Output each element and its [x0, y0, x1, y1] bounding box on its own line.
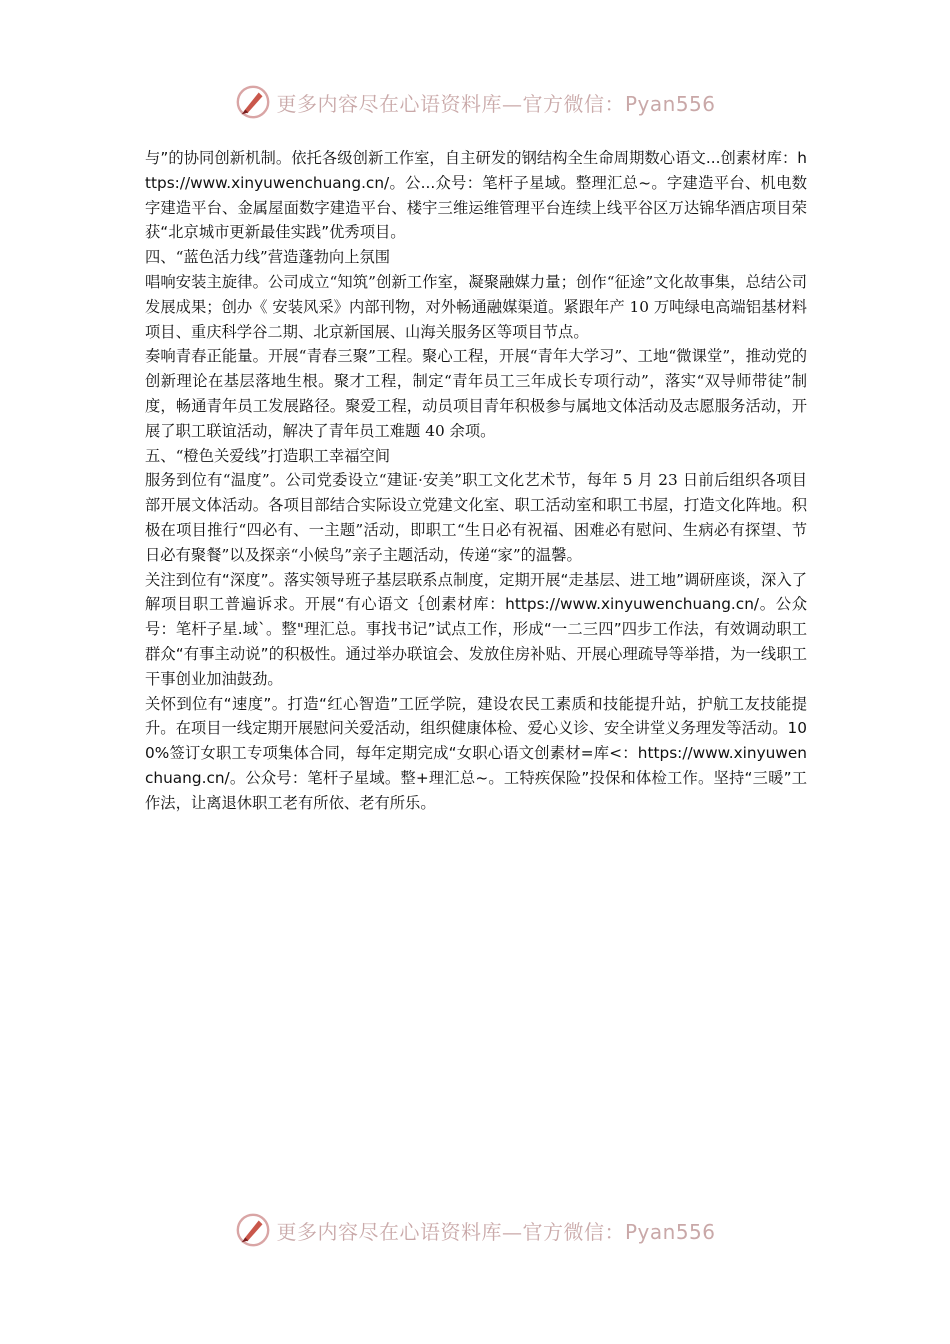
banner-text: 更多内容尽在心语资料库—官方微信：Pyan556 [276, 91, 716, 116]
pen-logo-icon [234, 83, 272, 121]
document-body [145, 146, 807, 816]
banner-text: 更多内容尽在心语资料库—官方微信：Pyan556 [276, 1219, 716, 1244]
paragraph: 服务到位有“温度”。公司党委设立“建证·安美”职工文化艺术节，每年 5 月 23 日前后组织各项目部开展文体活动。各项目部结合实际设立党建文化室、职工活动室和职工书屋，打造文化阵地。积极在项目推行“四必有、一主题”活动，即职工“生日必有祝福、困难必有慰问、生病必有探望、节日必有聚餐”以及探亲“小候鸟”亲子主题活动，传递“家”的温馨。 [145, 471, 807, 564]
footer-banner [0, 1208, 950, 1252]
paragraph: 与”的协同创新机制。依托各级创新工作室，自主研发的钢结构全生命周期数心语文...创素材库：https://www.xinyuwenchuang.cn/。公...众号：笔杆子星域。整理汇总~。字建造平台、机电数字建造平台、金属屋面数字建造平台、楼宇三维运维管理平台连续上线平谷区万达锦华酒店项目荣获“北京城市更新最佳实践”优秀项目。 [145, 149, 807, 242]
paragraph: 奏响青春正能量。开展“青春三聚”工程。聚心工程，开展“青年大学习”、工地“微课堂”，推动党的创新理论在基层落地生根。聚才工程，制定“青年员工三年成长专项行动”，落实“双导师带徒”制度，畅通青年员工发展路径。聚爱工程，动员项目青年积极参与属地文体活动及志愿服务活动，开展了职工联谊活动，解决了青年员工难题 40 余项。 [145, 347, 807, 440]
paragraph: 关怀到位有“速度”。打造“红心智造”工匠学院，建设农民工素质和技能提升站，护航工友技能提升。在项目一线定期开展慰问关爱活动，组织健康体检、爱心义诊、安全讲堂义务理发等活动。100%签订女职工专项集体合同，每年定期完成“女职心语文创素材=库<：https://www.xinyuwenchuang.cn/。公众号：笔杆子星域。整+理汇总~。工特疾保险”投保和体检工作。坚持“三暖”工作法，让离退休职工老有所依、老有所乐。 [145, 694, 807, 812]
section-heading: 四、“蓝色活力线”营造蓬勃向上氛围 [145, 248, 391, 267]
paragraph: 唱响安装主旋律。公司成立“知筑”创新工作室，凝聚融媒力量；创作“征途”文化故事集，总结公司发展成果；创办《 安装风采》内部刊物，对外畅通融媒渠道。紧跟年产 10 万吨绿电高端铝基材料项目、重庆科学谷二期、北京新国展、山海关服务区等项目节点。 [145, 272, 807, 341]
section-heading: 五、“橙色关爱线”打造职工幸福空间 [145, 446, 391, 465]
paragraph: 关注到位有“深度”。落实领导班子基层联系点制度，定期开展“走基层、进工地”调研座谈，深入了解项目职工普遍诉求。开展“有心语文｛创素材库：https://www.xinyuwenchuang.cn/。公众号：笔杆子星.域`。整"理汇总。事找书记”试点工作，形成“一二三四”四步工作法，有效调动职工群众“有事主动说”的积极性。通过举办联谊会、发放住房补贴、开展心理疏导等举措，为一线职工干事创业加油鼓劲。 [145, 570, 807, 688]
pen-logo-icon [234, 1211, 272, 1249]
header-banner [0, 80, 950, 124]
